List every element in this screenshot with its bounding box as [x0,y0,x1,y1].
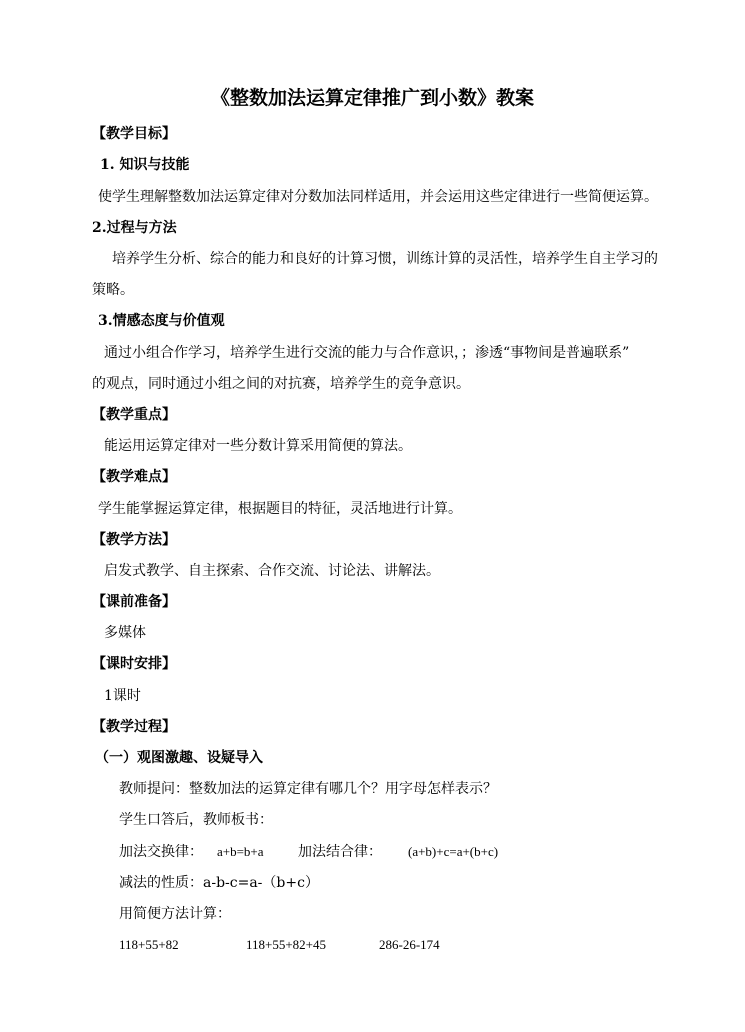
difficulty-text: 学生能掌握运算定律，根据题目的特征，灵活地进行计算。 [98,501,462,517]
board-intro: 学生口答后，教师板书： [119,812,273,828]
goal3-text-line2: 的观点，同时通过小组之间的对抗赛，培养学生的竞争意识。 [92,376,470,392]
simple-calc-label: 用简便方法计算： [119,906,231,922]
goals-heading: 【教学目标】 [92,126,176,142]
process-heading: 【教学过程】 [92,719,176,735]
goal2-text-line2: 策略。 [92,282,134,298]
key-text: 能运用运算定律对一些分数计算采用简便的算法。 [104,438,412,454]
goal1-title: 1. 知识与技能 [100,157,190,173]
goal1-text: 使学生理解整数加法运算定律对分数加法同样适用，并会运用这些定律进行一些简便运算。 [98,189,658,205]
calc-item-2: 118+55+82+45 [246,937,327,952]
process-subheading-1: （一）观图激趣、设疑导入 [95,750,263,766]
goal2-title: 2.过程与方法 [92,220,177,236]
key-heading: 【教学重点】 [92,407,176,423]
subtraction-property: 减法的性质：a-b-c=a-（b+c） [119,875,319,891]
schedule-text: 1课时 [104,688,141,704]
commutative-law-label: 加法交换律： [119,844,203,860]
document-title: 《整数加法运算定律推广到小数》教案 [210,87,534,109]
calc-item-1: 118+55+82 [119,937,179,952]
method-heading: 【教学方法】 [92,532,176,548]
goal3-text-line1: 通过小组合作学习，培养学生进行交流的能力与合作意识，；渗透“事物间是普遍联系” [104,345,630,361]
schedule-heading: 【课时安排】 [92,656,176,672]
goal3-title: 3.情感态度与价值观 [98,313,225,329]
associative-law-formula: (a+b)+c=a+(b+c) [408,844,499,859]
teacher-question: 教师提问：整数加法的运算定律有哪几个？用字母怎样表示？ [119,781,497,797]
associative-law-label: 加法结合律： [298,844,382,860]
difficulty-heading: 【教学难点】 [92,469,176,485]
prep-text: 多媒体 [104,625,146,641]
prep-heading: 【课前准备】 [92,594,176,610]
goal2-text-line1: 培养学生分析、综合的能力和良好的计算习惯，训练计算的灵活性，培养学生自主学习的 [112,251,658,267]
method-text: 启发式教学、自主探索、合作交流、讨论法、讲解法。 [104,563,440,579]
commutative-law-formula: a+b=b+a [217,844,264,859]
calc-item-3: 286-26-174 [379,937,440,952]
